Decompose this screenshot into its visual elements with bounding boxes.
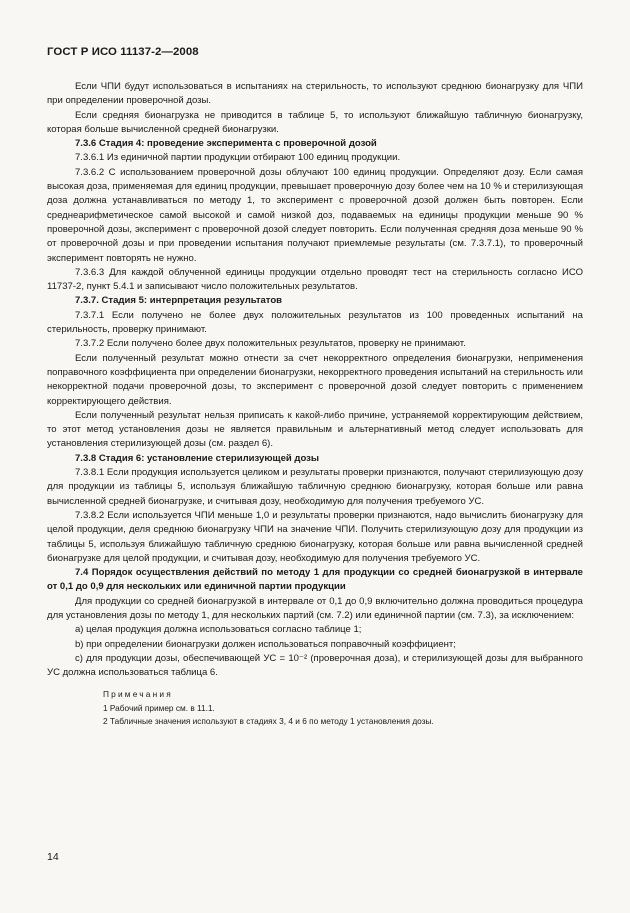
section-heading: 7.4 Порядок осуществления действий по методу 1 для продукции со средней бионагрузкой в интервале от 0,1 до 0,9 для нескольких или единичной партии продукции xyxy=(47,567,583,593)
list-item: a) целая продукция должна использоваться согласно таблице 1; xyxy=(75,624,362,636)
notes-title: Примечания xyxy=(103,689,173,700)
paragraph: 7.3.8.2 Если используется ЧПИ меньше 1,0 и результаты проверки признаются, надо вычислить бионагрузку для целой продукции, деля среднюю бионагрузку ЧПИ на значение ЧПИ. Получить стерилизующую дозу для продукции из таблицы 5, используя ближайшую табличную среднюю бионагрузку, которая больше или равна вычисленной средней бионагрузке для целой продукции, и считывая дозу, необходимую для получения требуемого УС. xyxy=(47,509,583,564)
document-body xyxy=(47,80,583,729)
paragraph: 7.3.6.2 С использованием проверочной дозы облучают 100 единиц продукции. Определяют дозу. Если самая высокая доза, применяемая для единиц продукции, превышает проверочную дозу более чем на 10 % и стерилизующая доза должна устанавливаться по методу 1, то эксперимент с проверочной дозой должен быть повторен. Если среднеарифметическое самой высокой и самой низкой доз, подаваемых на единицы продукции меньше 90 % проверочной дозы, эксперимент с проверочной дозой следует повторить. Если полученная средняя доза меньше 90 % от проверочной дозы и при проведении испытания получают приемлемые результаты (см. 7.3.7.1), то проверочный эксперимент повторять не нужно. xyxy=(47,166,583,264)
notes-block xyxy=(47,688,583,729)
list-item: c) для продукции дозы, обеспечивающей УС = 10⁻² (проверочная доза), и стерилизующей дозы для выбранного УС должна использоваться таблица 6. xyxy=(47,652,583,679)
paragraph: Если средняя бионагрузка не приводится в таблице 5, то используют ближайшую табличную бионагрузку, которая больше вычисленной средней бионагрузки. xyxy=(47,109,583,135)
section-heading: 7.3.6 Стадия 4: проведение эксперимента с проверочной дозой xyxy=(75,138,377,150)
paragraph: Если полученный результат можно отнести за счет некорректного определения бионагрузки, неприменения поправочного коэффициента при определении бионагрузки, некорректного проведения испытаний на стерильность или некорректной подачи проверочной дозы, то эксперимент с проверочной дозой следует повторить с применением корректирующего действия. xyxy=(47,352,583,407)
note-item: 2 Табличные значения используют в стадиях 3, 4 и 6 по методу 1 установления дозы. xyxy=(103,716,434,727)
paragraph: Если ЧПИ будут использоваться в испытаниях на стерильность, то используют среднюю бионагрузку для ЧПИ при определении проверочной дозы. xyxy=(47,81,583,107)
list-item: b) при определении бионагрузки должен использоваться поправочный коэффициент; xyxy=(75,638,456,650)
paragraph: 7.3.6.1 Из единичной партии продукции отбирают 100 единиц продукции. xyxy=(75,152,401,164)
paragraph: Для продукции со средней бионагрузкой в интервале от 0,1 до 0,9 включительно должна проводиться процедура для установления дозы по методу 1, для нескольких партий (см. 7.2) или единичной партии (см. 7.3), за исключением: xyxy=(47,595,583,621)
document-header: ГОСТ Р ИСО 11137-2—2008 xyxy=(47,46,199,58)
paragraph: 7.3.6.3 Для каждой облученной единицы продукции отдельно проводят тест на стерильность согласно ИСО 11737-2, пункт 5.4.1 и записывают число положительных результатов. xyxy=(47,266,583,293)
paragraph: Если полученный результат нельзя приписать к какой-либо причине, устраняемой корректирующим действием, то этот метод установления дозы не является правильным и альтернативный метод следует использовать для установления стерилизующей дозы (см. раздел 6). xyxy=(47,409,583,450)
note-item: 1 Рабочий пример см. в 11.1. xyxy=(103,702,215,713)
paragraph: 7.3.7.1 Если получено не более двух положительных результатов из 100 проведенных испытаний на стерильность, проверку принимают. xyxy=(47,309,583,336)
page-number: 14 xyxy=(47,851,59,863)
paragraph: 7.3.7.2 Если получено более двух положительных результатов, проверку не принимают. xyxy=(75,338,466,350)
section-heading: 7.3.7. Стадия 5: интерпретация результатов xyxy=(75,295,283,307)
paragraph: 7.3.8.1 Если продукция используется целиком и результаты проверки признаются, получают стерилизующую дозу для продукции из таблицы 5, используя ближайшую табличную среднюю бионагрузку, которая больше или равна вычисленной средней бионагрузке, и считывая дозу, необходимую для получения требуемого УС. xyxy=(47,467,583,507)
section-heading: 7.3.8 Стадия 6: установление стерилизующей дозы xyxy=(75,452,320,464)
